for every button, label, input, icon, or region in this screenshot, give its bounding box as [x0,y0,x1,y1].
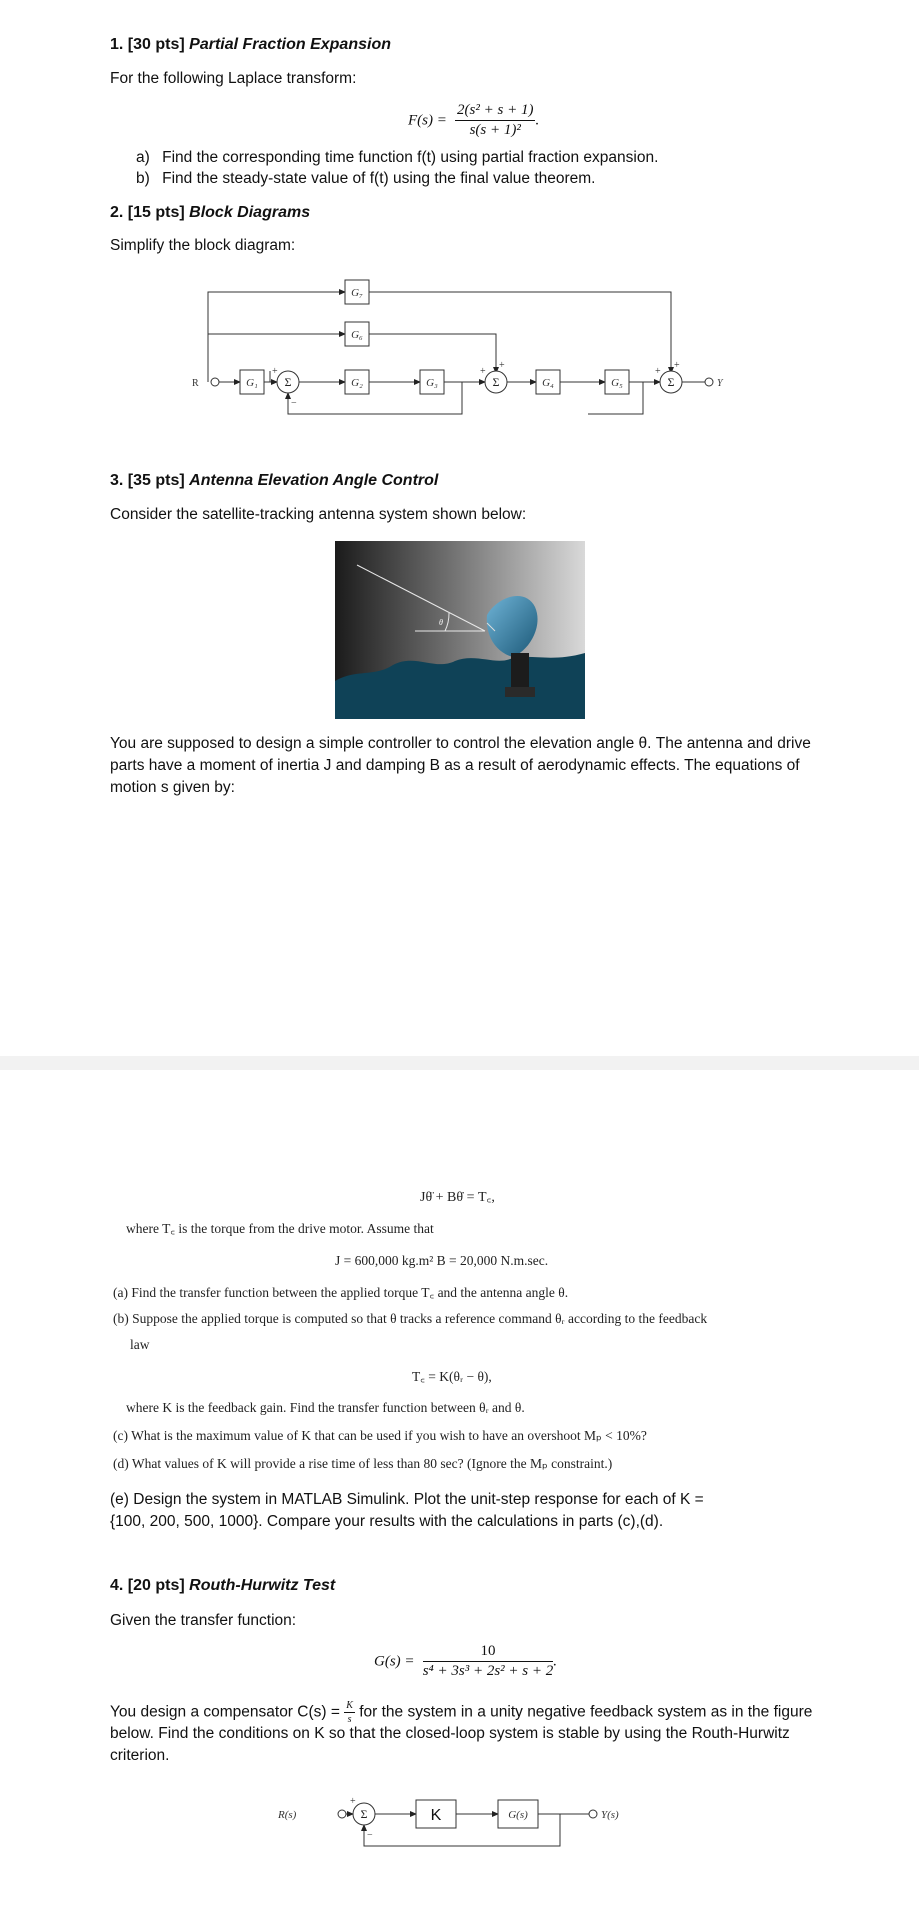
q1-intro: For the following Laplace transform: [110,70,357,87]
q2-pts: [15 pts] [127,204,185,221]
q3-antenna-image [335,541,585,719]
q3-heading [110,472,438,490]
q1-eq-denominator: s(s + 1)² [469,122,521,138]
q3-part-c: (c) What is the maximum value of K that can be used if you wish to have an overshoot Mₚ < 10%? [113,1428,647,1443]
q4-comp-num: K [346,1700,353,1711]
q4-sum-minus: − [367,1830,373,1841]
q1-equation [408,102,539,139]
q1-part-b [136,168,595,190]
q4-input-terminal [338,1810,346,1818]
q3-theta-label: θ [439,618,443,627]
q1-part-b-text: Find the steady-state value of f(t) using the final value theorem. [162,170,596,187]
q4-equation [374,1643,557,1680]
q1-eq-end: . [535,112,540,129]
q3-intro: Consider the satellite-tracking antenna system shown below: [110,506,527,523]
q3-title: Antenna Elevation Angle Control [189,472,439,489]
q2-output-terminal [705,378,713,386]
q4-eq-fraction [423,1643,554,1680]
q4-pts: [20 pts] [127,1577,185,1594]
q2-g2-label: G₂ [351,377,363,389]
q3-part-b-line2: law [130,1337,150,1352]
q1-part-a-text: Find the corresponding time function f(t) using partial fraction expansion. [162,149,659,166]
q4-input-label: R(s) [278,1809,297,1821]
q2-sum-1-minus: − [291,398,297,409]
q2-sum-3-plus-a: + [655,366,661,377]
q1-pts: [30 pts] [127,36,185,53]
q4-comp-fraction [344,1700,355,1725]
q4-k-label: K [430,1807,442,1824]
q1-eq-fraction [455,102,535,139]
q4-feedback-diagram [270,1790,670,1860]
q2-sum-2-plus-a: + [480,366,486,377]
q3-pedestal [511,653,529,689]
q4-para-line3: criterion. [110,1747,170,1764]
q1-number: 1. [110,36,124,53]
q1-eq-lhs: F(s) = [408,112,447,129]
q1-part-b-label: b) [136,170,150,187]
q4-para-line1 [110,1700,812,1725]
q4-output-label: Y(s) [601,1809,619,1821]
q2-input-terminal [211,378,219,386]
q3-pts: [35 pts] [127,472,185,489]
q4-number: 4. [110,1577,124,1594]
q3-params: J = 600,000 kg.m² B = 20,000 N.m.sec. [335,1253,549,1268]
q2-number: 2. [110,204,124,221]
q2-sum-3-plus-b: + [674,360,680,371]
q2-g3-label: G₃ [426,377,438,389]
q4-para-1a: You design a compensator C(s) = [110,1703,340,1721]
q4-heading [110,1577,335,1595]
q2-input-label: R [192,378,199,389]
page-gap [0,1056,919,1070]
q2-sum-2-symbol: Σ [492,375,500,389]
q1-title: Partial Fraction Expansion [189,36,391,53]
q4-intro: Given the transfer function: [110,1612,297,1629]
q3-part-e-line2: {100, 200, 500, 1000}. Compare your results with the calculations in parts (c),(d). [110,1513,664,1530]
q3-where-tc: where T꜀ is the torque from the drive motor. Assume that [126,1221,434,1236]
q3-part-d: (d) What values of K will provide a rise time of less than 80 sec? (Ignore the Mₚ constraint.) [113,1456,613,1471]
q2-g6-label: G₆ [351,329,363,341]
q3-eq-motion: Jθ̈ + Bθ̇ = T꜀, [420,1190,495,1205]
q4-eq-end: . [553,1653,558,1670]
q4-comp-den: s [347,1714,352,1725]
q1-heading [110,36,391,54]
q2-g4-label: G₄ [542,377,554,389]
q4-eq-denominator: s⁴ + 3s³ + 2s² + s + 2 [422,1663,554,1679]
q2-g1-label: G₁ [246,377,258,389]
q4-eq-lhs: G(s) = [374,1653,415,1670]
q4-eq-numerator: 10 [423,1643,554,1662]
q4-title: Routh-Hurwitz Test [189,1577,336,1594]
q4-para-line2: below. Find the conditions on K so that the closed-loop system is stable by using the Routh-Hurwitz [110,1725,790,1742]
q3-part-e-line1: (e) Design the system in MATLAB Simulink. Plot the unit-step response for each of K = [110,1491,704,1508]
q2-title: Block Diagrams [189,204,311,221]
q2-g5-label: G₅ [611,377,623,389]
q4-output-terminal [589,1810,597,1818]
q2-block-diagram [170,268,770,428]
q3-where-k: where K is the feedback gain. Find the transfer function between θᵣ and θ. [126,1400,525,1415]
q3-eq-law: T꜀ = K(θᵣ − θ), [412,1369,492,1384]
q4-para-1b: for the system in a unity negative feedback system as in the figure [359,1703,813,1721]
q1-eq-numerator: 2(s² + s + 1) [455,102,535,121]
q3-part-b-line1: (b) Suppose the applied torque is computed so that θ tracks a reference command θᵣ according to the feedback [113,1311,708,1326]
q3-part-a: (a) Find the transfer function between the applied torque T꜀ and the antenna angle θ. [113,1285,569,1300]
q4-sum-plus: + [350,1796,356,1807]
q3-number: 3. [110,472,124,489]
q2-g7-label: G₇ [351,287,363,299]
q1-part-a-label: a) [136,149,150,166]
q2-sum-1-plus: + [272,366,278,377]
q2-output-label: Y [717,378,723,389]
q2-sum-3-symbol: Σ [667,375,675,389]
q4-sum-symbol: Σ [360,1807,368,1821]
q2-intro: Simplify the block diagram: [110,237,296,254]
q2-sum-2-plus-b: + [499,360,505,371]
q2-heading [110,204,310,222]
q3-paragraph: You are supposed to design a simple controller to control the elevation angle θ. The antenna and drive parts have a moment of inertia J and damping B as a result of aerodynamic effects. The equations of motion s given by: [110,735,811,796]
q4-g-label: G(s) [508,1809,528,1821]
q1-part-a [136,147,658,169]
q2-sum-1-symbol: Σ [284,375,292,389]
